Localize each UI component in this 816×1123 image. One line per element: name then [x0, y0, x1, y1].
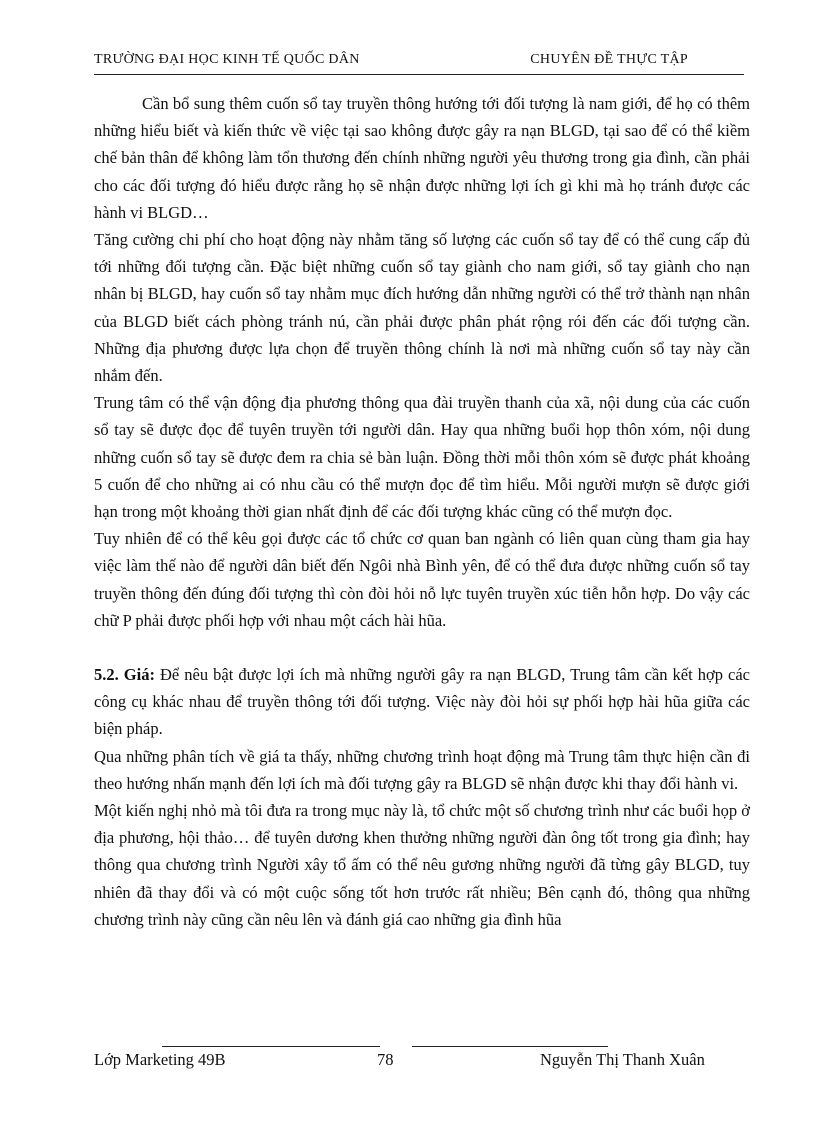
section-5-2-label: 5.2. Giá:: [94, 665, 155, 685]
paragraph-4: Tuy nhiên để có thể kêu gọi được các tổ chức cơ quan ban ngành có liên quan cùng tham gia hay việc làm thế nào để người dân biết đến Ngôi nhà Bình yên, để có thể đưa được những cuốn sổ tay truyền thông đến đúng đối tượng thì còn đòi hỏi nỗ lực tuyên truyền xúc tiễn hỗn hợp. Do vậy các chữ P phải được phối hợp với nhau một cách hài hũa.: [94, 529, 750, 630]
footer-rule-right: [412, 1046, 608, 1047]
header-university: TRƯỜNG ĐẠI HỌC KINH TẾ QUỐC DÂN: [94, 52, 360, 67]
paragraph-7: Một kiến nghị nhỏ mà tôi đưa ra trong mục này là, tổ chức một số chương trình như các buổi họp ở địa phương, hội thảo… để tuyên dương khen thưởng những người đàn ông tốt trong gia đình; hay thông qua chương trình Người xây tổ ấm có thể nêu gương những người đã từng gây BLGD, tuy nhiên đã thay đổi và có một cuộc sống tốt hơn trước rất nhiều; Bên cạnh đó, thông qua những chương trình này cũng cần nêu lên và đánh giá cao những gia đình hũa: [94, 801, 750, 929]
paragraph-6: Qua những phân tích về giá ta thấy, những chương trình hoạt động mà Trung tâm thực hiện cần đi theo hướng nhấn mạnh đến lợi ích mà đối tượng gây ra BLGD sẽ nhận được khi thay đổi hành vi.: [94, 746, 750, 793]
paragraph-2: Tăng cường chi phí cho hoạt động này nhằm tăng số lượng các cuốn sổ tay để có thể cung cấp đủ tới những đối tượng cần. Đặc biệt những cuốn sổ tay giành cho nam giới, sổ tay giành cho nạn nhân bị BLGD, hay cuốn sổ tay nhằm mục đích hướng dẫn những người có thể trở thành nạn nhân của BLGD biết cách phòng tránh nú, cần phải được phân phát rộng rói đến các đối tượng cần. Những địa phương được lựa chọn để truyền thông chính là nơi mà những cuốn sổ tay này cần nhắm đến.: [94, 230, 750, 386]
section-5-2-paragraph: [94, 661, 750, 743]
page-body: [94, 90, 750, 933]
footer-rule-left: [162, 1046, 380, 1047]
footer-author-name: Nguyễn Thị Thanh Xuân: [540, 1050, 705, 1069]
page-header: [94, 52, 744, 75]
footer-page-number: 78: [377, 1050, 394, 1069]
paragraph-3: Trung tâm có thể vận động địa phương thông qua đài truyền thanh của xã, nội dung của các cuốn sổ tay sẽ được đọc để tuyên truyền tới người dân. Hay qua những buổi họp thôn xóm, nội dung những cuốn sổ tay sẽ được đem ra chia sẻ bàn luận. Đồng thời mỗi thôn xóm sẽ được phát khoảng 5 cuốn để cho những ai có nhu cầu có thể mượn đọc để tìm hiểu. Mỗi người mượn sẽ được giới hạn trong một khoảng thời gian nhất định để các đối tượng khác cũng có thể mượn đọc.: [94, 393, 750, 522]
header-report-title: CHUYÊN ĐỀ THỰC TẬP: [530, 52, 688, 67]
footer-class-name: Lớp Marketing 49B: [94, 1050, 226, 1069]
page-footer: [94, 1050, 744, 1074]
paragraph-1: Cần bổ sung thêm cuốn sổ tay truyền thông hướng tới đối tượng là nam giới, để họ có thêm những hiểu biết và kiến thức về việc tại sao không được gây ra nạn BLGD, tại sao để có thể kiềm chế bản thân để không làm tổn thương đến chính những người yêu thương trong gia đình, cần phải cho các đối tượng đó hiểu được rằng họ sẽ nhận được những lợi ích gì khi mà họ tránh được các hành vi BLGD…: [94, 94, 750, 222]
section-5-2-text: Để nêu bật được lợi ích mà những người gây ra nạn BLGD, Trung tâm cần kết hợp các công cụ khác nhau để truyền thông tới đối tượng. Việc này đòi hỏi sự phối hợp hài hũa giữa các biện pháp.: [94, 665, 750, 739]
